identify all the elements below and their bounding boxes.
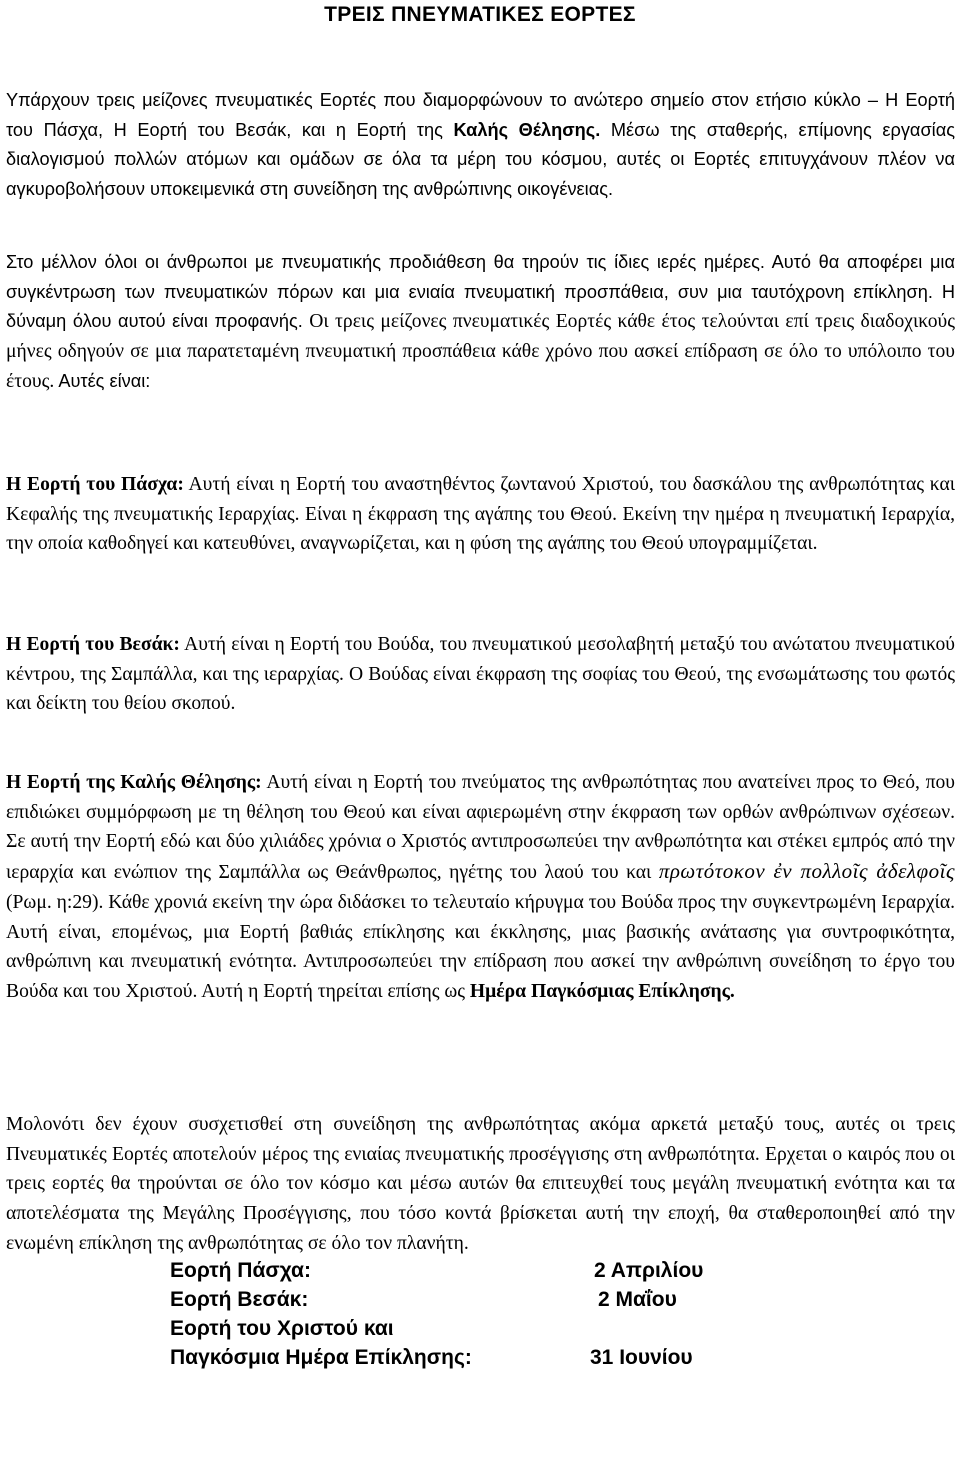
date-row-easter xyxy=(170,1256,704,1285)
closing-text: Μολονότι δεν έχουν συσχετισθεί στη συνείδηση της ανθρωπότητας ακόμα αρκετά μεταξύ τους, αυτές οι τρεις Πνευματικές Εορτές αποτελούν μέρος της ενιαίας πνευματικής προσέγγισης στη ανθρωπότητα. Ερχεται ο καιρός που οι τρεις εορτές θα τηρούνται σε όλο τον κόσμο και μέσω αυτών θα επιτευχθεί τους μεγάλη πνευματική ενότητα και τα αποτελέσματα της Μεγάλης Προσέγγισης, που τόσο κοντά βρίσκεται αυτή την εποχή, θα σταθεροποιηθεί από την ενωμένη επίκληση της ανθρωπότητας σε όλο τον πλανήτη. xyxy=(6,1114,955,1254)
wesak-text: Αυτή είναι η Εορτή του Βούδα, του πνευματικού μεσολαβητή μεταξύ του ανώτατου πνευματικού κέντρου, της Σαμπάλλα, και της ιεραρχίας. Ο Βούδας είναι έκφραση της σοφίας του Θεού, της ενσωμάτωσης του φωτός και δείκτη του θείου σκοπού. xyxy=(6,634,955,715)
wesak-heading: Η Εορτή του Βεσάκ: xyxy=(6,634,180,655)
goodwill-greek-quote: πρωτότοκον ἐν πολλοῖς ἀδελφοῖς xyxy=(658,859,955,884)
goodwill-paragraph xyxy=(6,768,955,1007)
goodwill-heading: Η Εορτή της Καλής Θέλησης: xyxy=(6,772,262,793)
goodwill-bold-end: Ημέρα Παγκόσμιας Επίκλησης. xyxy=(469,980,735,1002)
date-value: 2 Μαΐου xyxy=(598,1288,677,1311)
page-title: ΤΡΕΙΣ ΠΝΕΥΜΑΤΙΚΕΣ ΕΟΡΤΕΣ xyxy=(324,3,636,26)
date-row-wesak xyxy=(170,1285,677,1314)
intro-text-1: Υπάρχουν τρεις μείζονες πνευματικές Εορτές που διαμορφώνουν το ανώτερο σημείο στον ετήσιο κύκλο – Η Εορτή του Πάσχα, Η Εορτή του Βεσάκ, και η Εορτή της xyxy=(6,90,955,140)
wesak-paragraph xyxy=(6,630,955,719)
easter-text-1: Αυτή είναι η Εορτή του αναστηθέντος ζωντανού Χριστού, του δασκάλου της ανθρωπότητας και Κεφαλής της πνευματικής Ιεραρχίας. Είναι η έκφραση της αγάπης του Θεού. xyxy=(6,474,955,525)
date-value: 2 Απριλίου xyxy=(594,1259,704,1282)
easter-text-2: Εκείνη την ημέρα η πνευματική Ιεραρχία, την οποία καθοδηγεί και κατευθύνει, αναγνωρίζεται, και η φύση της αγάπης του Θεού υπογραμμίζεται. xyxy=(6,503,955,555)
goodwill-text-2: (Ρωμ. η:29). Κάθε χρονιά εκείνη την ώρα διδάσκει το τελευταίο κήρυγμα του Βούδα προς την συγκεντρωμένη Ιεραρχία. Αυτή είναι, επομένως, μια Εορτή βαθιάς επίκλησης και έκκλησης, μιας βασικής ανάτασης για συντροφικότητα, ανθρώπινη και πνευματική ενότητα. Αντιπροσωπεύει την επίδραση που ασκεί την ανθρώπινη συνείδηση το έργο του Βούδα και του Χριστού. Αυτή η Εορτή τηρείται επίσης ως xyxy=(6,891,955,1002)
easter-paragraph xyxy=(6,470,955,559)
easter-heading: Η Εορτή του Πάσχα: xyxy=(6,474,184,495)
goodwill-text-1: Αυτή είναι η Εορτή του πνεύματος της ανθρωπότητας που ανατείνει προς το Θεό, που επιδιώκει συμμόρφωση με τη θέληση του Θεού και είναι αφιερωμένη στην έκφραση των ορθών ανθρώπινων σχέσεων. Σε αυτή την Εορτή εδώ και δύο χιλιάδες χρόνια ο Χριστός αντιπροσωπεύει την ανθρωπότητα και στέκει εμπρός από την ιεραρχία και ενώπιον της Σαμπάλλα ως Θεάνθρωπος, ηγέτης του λαού του και xyxy=(6,772,955,884)
date-row-christ xyxy=(170,1314,472,1343)
future-text-2: Οι τρεις μείζονες πνευματικές Εορτές κάθε έτος τελούνται επί τρεις διαδοχικούς μήνες οδηγούν σε μια παρατεταμένη πνευματική προσπάθεια κάθε χρόνο που ασκεί επίδραση σε όλο το υπόλοιπο του έτους. xyxy=(6,311,955,392)
intro-paragraph xyxy=(6,86,955,205)
date-row-invocation xyxy=(170,1343,693,1372)
closing-paragraph xyxy=(6,1110,955,1259)
future-paragraph xyxy=(6,248,955,397)
future-text-1: Στο μέλλον όλοι οι άνθρωποι με πνευματικής προδιάθεση θα τηρούν τις ίδιες ιερές ημέρες. Αυτό θα αποφέρει μια συγκέντρωση των πνευματικών πόρων και μια ενιαία πνευματική προσπάθεια, συν μια ταυτόχρονη επίκληση. Η δύναμη όλου αυτού είναι προφανής. xyxy=(6,252,955,332)
dates-list xyxy=(170,1256,704,1372)
date-value: 31 Ιουνίου xyxy=(590,1346,693,1369)
date-label: Εορτή του Χριστού και xyxy=(170,1317,394,1340)
date-label: Εορτή Πάσχα: xyxy=(170,1259,311,1282)
future-text-3: Αυτές είναι: xyxy=(54,370,151,391)
intro-text-2: Μέσω της σταθερής, επίμονης εργασίας διαλογισμού πολλών ατόμων και ομάδων σε όλα τα μέρη του κόσμου, αυτές οι Εορτές επιτυγχάνουν πλέον να αγκυροβολήσουν υποκειμενικά στη συνείδηση της ανθρώπινης οικογένειας. xyxy=(6,119,955,200)
date-label: Εορτή Βεσάκ: xyxy=(170,1288,309,1311)
intro-bold-goodwill: Καλής Θέλησης. xyxy=(453,119,601,140)
date-label: Παγκόσμια Ημέρα Επίκλησης: xyxy=(170,1346,472,1369)
